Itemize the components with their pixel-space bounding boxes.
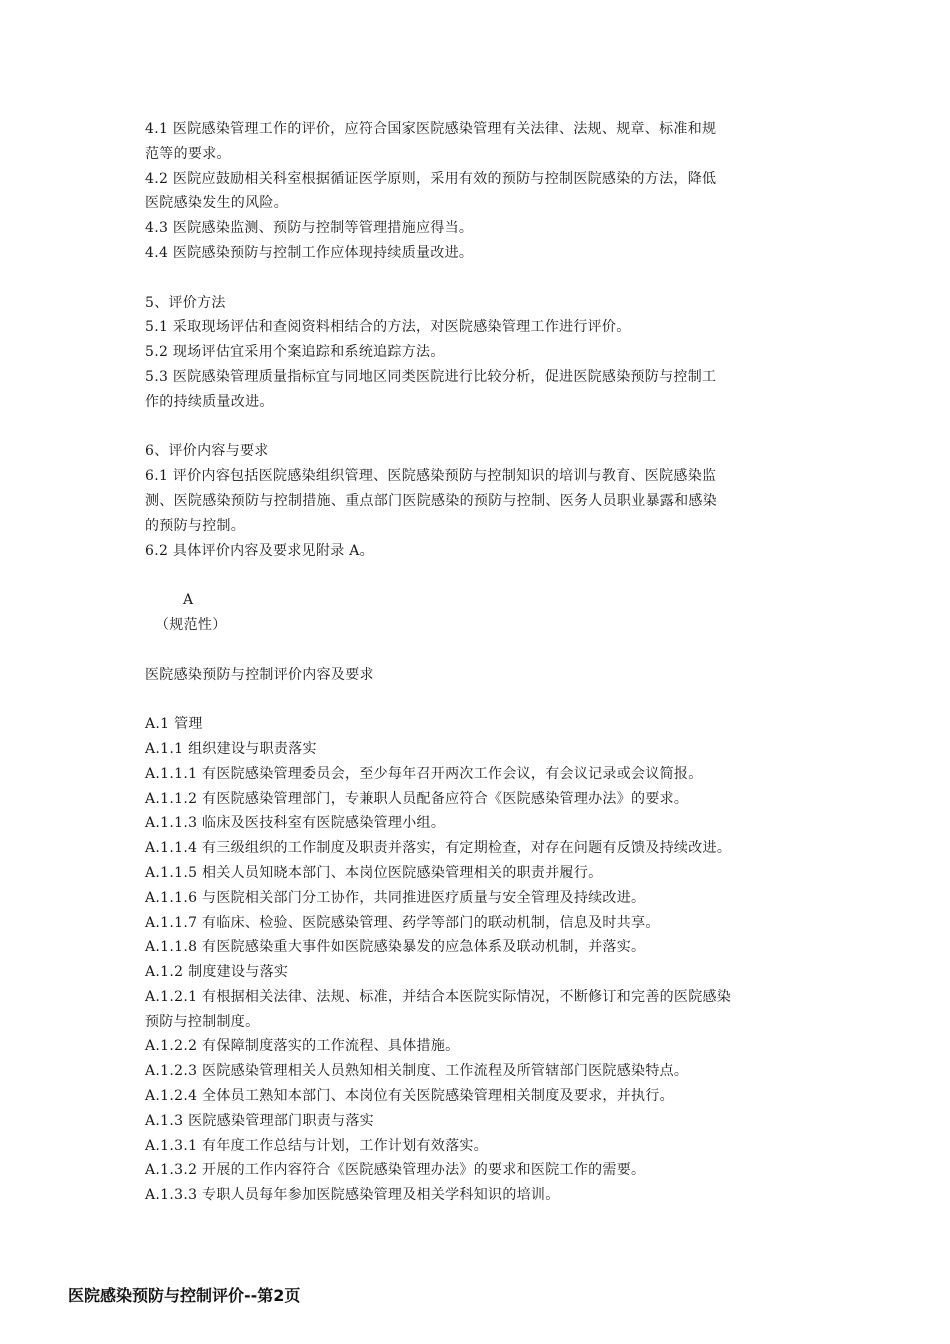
spacer [145, 687, 815, 712]
subsection-heading: A.1.1 组织建设与职责落实 [145, 740, 317, 757]
section-heading: 6、评价内容与要求 [145, 443, 269, 460]
text-line: 4.1 医院感染管理工作的评价，应符合国家医院感染管理有关法律、法规、规章、标准和规 [145, 121, 717, 137]
section-4 [145, 117, 815, 266]
spacer [145, 415, 815, 440]
section-5 [145, 291, 815, 415]
appendix-letter: A [183, 592, 194, 609]
section-heading: 5、评价方法 [145, 294, 226, 311]
text-line: 范等的要求。 [145, 145, 231, 162]
text-line: 的预防与控制。 [145, 517, 246, 534]
text-line: 6.2 具体评价内容及要求见附录 A。 [145, 542, 374, 559]
text-line: A.1.3.1 有年度工作总结与计划，工作计划有效落实。 [145, 1137, 489, 1154]
text-line: A.1.2.1 有根据相关法律、法规、标准，并结合本医院实际情况，不断修订和完善的医院感染 [145, 988, 732, 1005]
spacer [145, 563, 815, 588]
text-line: 4.3 医院感染监测、预防与控制等管理措施应得当。 [145, 220, 474, 237]
text-line: A.1.1.8 有医院感染重大事件如医院感染暴发的应急体系及联动机制，并落实。 [145, 939, 646, 956]
text-line: A.1.1.4 有三级组织的工作制度及职责并落实，有定期检查，对存在问题有反馈及持续改进。 [145, 840, 732, 857]
section-6 [145, 439, 815, 563]
text-line: 5.1 采取现场评估和查阅资料相结合的方法，对医院感染管理工作进行评价。 [145, 319, 631, 336]
text-line: 医院感染发生的风险。 [145, 195, 288, 212]
text-line: 5.3 医院感染管理质量指标宜与同地区同类医院进行比较分析，促进医院感染预防与控制工 [145, 368, 717, 385]
appendix-type: （规范性） [155, 616, 227, 633]
appendix-header [145, 588, 815, 687]
text-line: A.1.2.2 有保障制度落实的工作流程、具体措施。 [145, 1038, 460, 1055]
spacer [145, 266, 815, 291]
text-line: A.1.1.3 临床及医技科室有医院感染管理小组。 [145, 815, 446, 832]
text-line: 预防与控制制度。 [145, 1013, 260, 1030]
section-a1 [145, 712, 815, 1208]
text-line: A.1.1.6 与医院相关部门分工协作，共同推进医疗质量与安全管理及持续改进。 [145, 889, 646, 906]
text-line: 4.2 医院应鼓励相关科室根据循证医学原则，采用有效的预防与控制医院感染的方法，降低 [145, 170, 717, 187]
subsection-heading: A.1.3 医院感染管理部门职责与落实 [145, 1112, 374, 1129]
section-heading: A.1 管理 [145, 716, 203, 733]
text-line: A.1.1.7 有临床、检验、医院感染管理、药学等部门的联动机制，信息及时共享。 [145, 914, 660, 931]
spacer [145, 638, 815, 663]
text-line: 4.4 医院感染预防与控制工作应体现持续质量改进。 [145, 244, 474, 261]
text-line: 5.2 现场评估宜采用个案追踪和系统追踪方法。 [145, 344, 445, 361]
page-footer: 医院感染预防与控制评价--第2页 [68, 1286, 301, 1305]
text-line: A.1.1.2 有医院感染管理部门，专兼职人员配备应符合《医院感染管理办法》的要求。 [145, 790, 689, 807]
text-line: 6.1 评价内容包括医院感染组织管理、医院感染预防与控制知识的培训与教育、医院感染监 [145, 468, 717, 485]
document-body [145, 117, 815, 1208]
text-line: 测、医院感染预防与控制措施、重点部门医院感染的预防与控制、医务人员职业暴露和感染 [145, 492, 717, 509]
text-line: A.1.1.5 相关人员知晓本部门、本岗位医院感染管理相关的职责并履行。 [145, 864, 603, 881]
text-line: A.1.3.3 专职人员每年参加医院感染管理及相关学科知识的培训。 [145, 1187, 560, 1204]
text-line: A.1.3.2 开展的工作内容符合《医院感染管理办法》的要求和医院工作的需要。 [145, 1162, 646, 1179]
appendix-title: 医院感染预防与控制评价内容及要求 [145, 666, 374, 683]
text-line: A.1.2.4 全体员工熟知本部门、本岗位有关医院感染管理相关制度及要求，并执行。 [145, 1088, 674, 1105]
subsection-heading: A.1.2 制度建设与落实 [145, 964, 289, 981]
text-line: A.1.2.3 医院感染管理相关人员熟知相关制度、工作流程及所管辖部门医院感染特点。 [145, 1063, 689, 1080]
text-line: A.1.1.1 有医院感染管理委员会，至少每年召开两次工作会议，有会议记录或会议简报。 [145, 765, 703, 782]
text-line: 作的持续质量改进。 [145, 393, 274, 410]
